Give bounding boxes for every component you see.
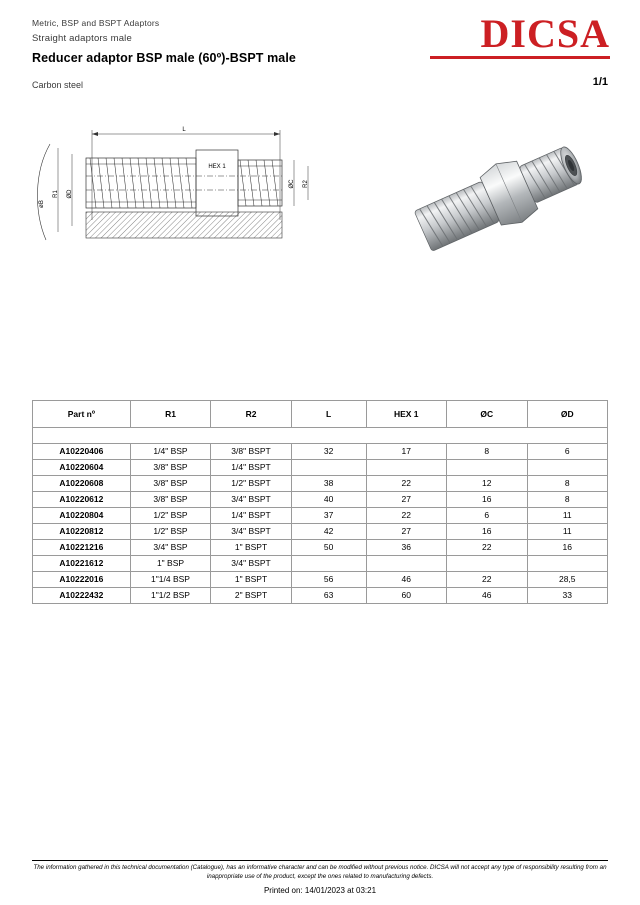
cell-c: 8: [447, 444, 528, 460]
cell-r2: 1" BSPT: [211, 572, 292, 588]
cell-hex1: [366, 460, 447, 476]
cell-r2: 2" BSPT: [211, 588, 292, 604]
cell-c: 6: [447, 508, 528, 524]
breadcrumb-category: Metric, BSP and BSPT Adaptors: [32, 18, 160, 28]
table-row: [33, 460, 608, 476]
cell-d: 6: [527, 444, 608, 460]
table-row: [33, 524, 608, 540]
cell-hex1: 17: [366, 444, 447, 460]
cell-c: 16: [447, 524, 528, 540]
table-header-row: [33, 401, 608, 428]
table-spacer-row: [33, 428, 608, 444]
cell-l: 42: [291, 524, 366, 540]
cell-r2: 1/4" BSPT: [211, 460, 292, 476]
material-label: Carbon steel: [32, 80, 84, 90]
cell-hex1: 46: [366, 572, 447, 588]
cell-r1: 1/2" BSP: [130, 508, 211, 524]
page-footer: [32, 860, 608, 895]
table-row: [33, 540, 608, 556]
page-number: 1/1: [592, 76, 608, 88]
col-header-r1: R1: [130, 401, 211, 428]
col-header-part: Part nº: [33, 401, 131, 428]
table-row: [33, 508, 608, 524]
cell-r2: 1/2" BSPT: [211, 476, 292, 492]
col-header-r2: R2: [211, 401, 292, 428]
cell-l: 40: [291, 492, 366, 508]
footer-disclaimer: The information gathered in this technical documentation (Catalogue), has an informative character and can be modified without previous notice. DICSA will not accept any type of responsibility resulting from an inappropriate use of the product, except the ones related to manufacturing defects.: [33, 864, 607, 880]
cell-c: 46: [447, 588, 528, 604]
cell-d: 28,5: [527, 572, 608, 588]
cell-l: 50: [291, 540, 366, 556]
table-row: [33, 572, 608, 588]
table-row: [33, 588, 608, 604]
cell-part: A10222016: [33, 572, 131, 588]
technical-drawing: [32, 120, 352, 300]
table-head: [33, 401, 608, 428]
cell-r2: 3/8" BSPT: [211, 444, 292, 460]
cell-c: [447, 556, 528, 572]
cell-c: 22: [447, 572, 528, 588]
cell-l: 63: [291, 588, 366, 604]
dim-label-OC: ØC: [289, 179, 295, 189]
cell-r1: 1/2" BSP: [130, 524, 211, 540]
cell-c: 12: [447, 476, 528, 492]
page-title: Reducer adaptor BSP male (60º)-BSPT male: [32, 51, 296, 65]
cell-hex1: 27: [366, 492, 447, 508]
dim-label-L: L: [182, 127, 186, 133]
cell-r2: 3/4" BSPT: [211, 492, 292, 508]
table-row: [33, 556, 608, 572]
cell-part: A10220406: [33, 444, 131, 460]
cell-c: 22: [447, 540, 528, 556]
cell-hex1: 22: [366, 476, 447, 492]
cell-c: 16: [447, 492, 528, 508]
specifications-table: [32, 400, 608, 604]
cell-hex1: 36: [366, 540, 447, 556]
dim-label-OD: ØD: [67, 189, 73, 199]
header-text-block: [32, 18, 296, 65]
table-row: [33, 492, 608, 508]
cell-part: A10220812: [33, 524, 131, 540]
cell-d: 16: [527, 540, 608, 556]
cell-d: 11: [527, 508, 608, 524]
cell-r1: 3/8" BSP: [130, 492, 211, 508]
cell-d: 11: [527, 524, 608, 540]
col-header-od: ØD: [527, 401, 608, 428]
cell-r1: 1/4" BSP: [130, 444, 211, 460]
cell-part: A10220608: [33, 476, 131, 492]
cell-r1: 3/8" BSP: [130, 476, 211, 492]
cell-l: 38: [291, 476, 366, 492]
cell-part: A10221612: [33, 556, 131, 572]
cell-part: A10222432: [33, 588, 131, 604]
cell-part: A10220612: [33, 492, 131, 508]
dim-label-HEX1: HEX 1: [208, 164, 226, 170]
cell-l: [291, 460, 366, 476]
breadcrumb-subcategory: Straight adaptors male: [32, 33, 132, 44]
cell-r2: 1" BSPT: [211, 540, 292, 556]
logo-wordmark: DICSA: [480, 11, 610, 56]
cell-hex1: 60: [366, 588, 447, 604]
cell-r1: 1"1/2 BSP: [130, 588, 211, 604]
table-body: [33, 428, 608, 604]
cell-hex1: 22: [366, 508, 447, 524]
col-header-oc: ØC: [447, 401, 528, 428]
cell-l: [291, 556, 366, 572]
table-row: [33, 476, 608, 492]
cell-l: 32: [291, 444, 366, 460]
cell-d: [527, 460, 608, 476]
col-header-hex1: HEX 1: [366, 401, 447, 428]
cell-r2: 3/4" BSPT: [211, 556, 292, 572]
table-spacer-cell: [33, 428, 608, 444]
cell-l: 56: [291, 572, 366, 588]
cell-r1: 1" BSP: [130, 556, 211, 572]
col-header-l: L: [291, 401, 366, 428]
cell-hex1: 27: [366, 524, 447, 540]
cell-r1: 3/8" BSP: [130, 460, 211, 476]
cell-l: 37: [291, 508, 366, 524]
cell-part: A10220804: [33, 508, 131, 524]
cell-hex1: [366, 556, 447, 572]
specifications-table-wrapper: [32, 400, 608, 604]
dim-label-R2: R2: [303, 180, 309, 188]
footer-printed-on: Printed on: 14/01/2023 at 03:21: [263, 886, 377, 895]
table-row: [33, 444, 608, 460]
cell-d: 33: [527, 588, 608, 604]
page-header: [32, 11, 610, 114]
cell-c: [447, 460, 528, 476]
cell-r1: 3/4" BSP: [130, 540, 211, 556]
dim-label-phiB: øB: [39, 200, 45, 208]
cell-part: A10220604: [33, 460, 131, 476]
product-3d-render: [398, 128, 598, 268]
cell-d: [527, 556, 608, 572]
cell-part: A10221216: [33, 540, 131, 556]
logo-underline: [430, 56, 610, 59]
footer-divider: [32, 860, 608, 861]
cell-d: 8: [527, 492, 608, 508]
drawings-area: [32, 120, 608, 380]
cell-r2: 1/4" BSPT: [211, 508, 292, 524]
cell-r2: 3/4" BSPT: [211, 524, 292, 540]
cell-r1: 1"1/4 BSP: [130, 572, 211, 588]
cell-d: 8: [527, 476, 608, 492]
dim-label-R1: R1: [53, 190, 59, 198]
dicsa-logo: [430, 11, 610, 59]
